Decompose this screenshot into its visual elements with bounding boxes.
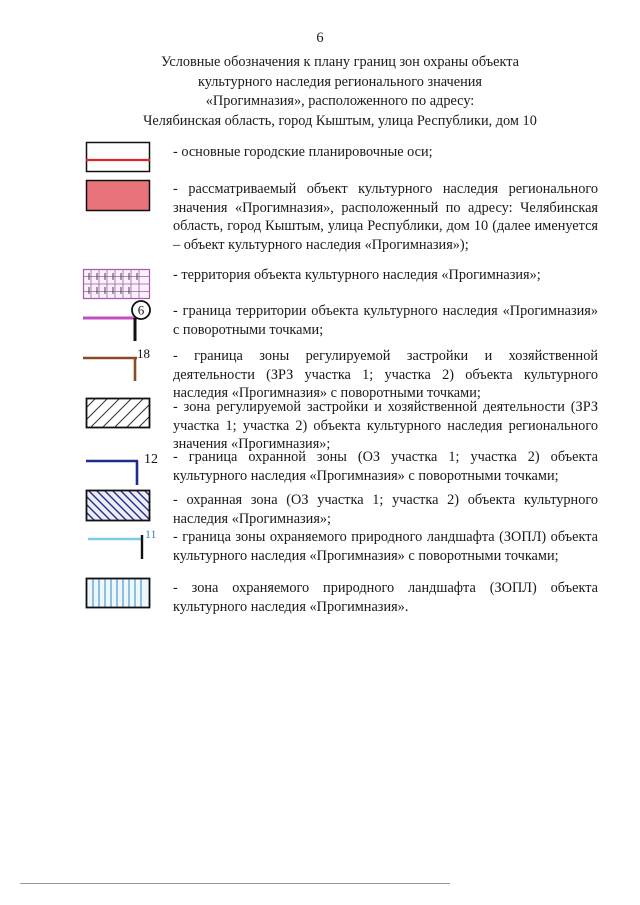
page-number: 6 [316,30,324,46]
legend-text-axis: - основные городские планировочные оси; [173,144,433,160]
document-title [60,53,620,131]
bottom-rule [20,883,450,884]
legend-text-oz-zone: - охранная зона (ОЗ участка 1; участка 2) объекта культурного наследия «Прогимназия»; [173,492,598,527]
zopl-boundary-symbol [88,527,163,562]
legend-text-territory-boundary: - граница территории объекта культурного наследия «Прогимназия» с поворотными точками; [173,303,598,338]
legend-text-zrz-zone: - зона регулируемой застройки и хозяйственной деятельности (ЗРЗ участка 1; участка 2) объекта культурного наследия регионального значения «Прогимназия»; [173,399,598,453]
point-label-18: 18 [137,346,150,361]
zrz-zone-symbol [86,398,150,428]
zopl-zone-symbol [86,578,150,608]
point-label-12: 12 [144,452,158,467]
oz-zone-symbol [86,490,150,521]
axis-line-symbol [86,142,150,172]
oz-boundary-symbol [86,449,166,489]
legend-text-zrz-boundary: - граница зоны регулируемой застройки и хозяйственной деятельности (ЗРЗ участка 1; участка 2) объекта культурного наследия «Прогимназия» с поворотными точками; [173,348,598,402]
legend-text-zopl-zone: - зона охраняемого природного ландшафта (ЗОПЛ) объекта культурного наследия «Прогимназия». [173,580,598,615]
title-line: «Прогимназия», расположенного по адресу: [205,93,475,109]
zrz-boundary-symbol [83,346,158,386]
legend-text-territory: - территория объекта культурного наследия «Прогимназия»; [173,267,541,283]
territory-boundary-symbol [83,299,153,344]
territory-symbol [83,269,150,299]
legend-text-zopl-boundary: - граница зоны охраняемого природного ландшафта (ЗОПЛ) объекта культурного наследия «Прогимназия» с поворотными точками; [173,529,598,564]
title-line: Условные обозначения к плану границ зон охраны объекта [160,54,520,70]
point-label-11: 11 [145,527,157,541]
title-line: Челябинская область, город Кыштым, улица Республики, дом 10 [143,112,537,129]
legend-text-object: - рассматриваемый объект культурного наследия регионального значения «Прогимназия», расположенный по адресу: Челябинская область, город Кыштым, улица Республики, дом 10 (далее именуется – объект культурного наследия «Прогимназия»); [173,181,598,253]
point-label-6: 6 [137,302,145,318]
legend-text-oz-boundary: - граница охранной зоны (ОЗ участка 1; участка 2) объекта культурного наследия «Прогимназия» с поворотными точками; [173,449,598,484]
title-line: культурного наследия регионального значения [198,73,482,90]
object-symbol [86,180,150,211]
